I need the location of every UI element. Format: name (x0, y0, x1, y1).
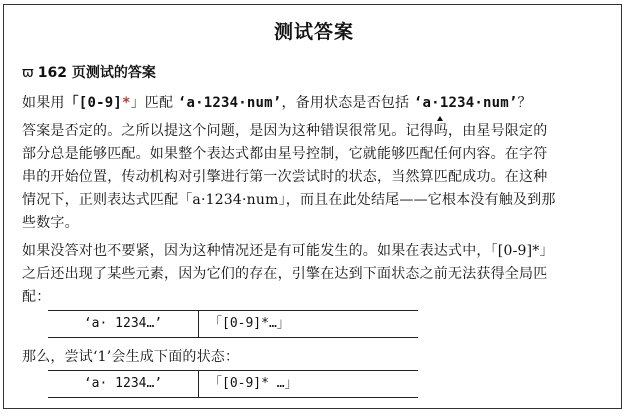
section-heading (22, 62, 156, 82)
section-mark: ϖ (22, 65, 34, 81)
para2-line: 配： (22, 289, 51, 305)
para1-line: 些数字。 (22, 215, 79, 231)
para1-line: 部分总是能够匹配。如果整个表达式都由星号控制，它就能够匹配任何内容。在字符 (22, 146, 548, 162)
para1-line: 答案是否定的。之所以提这个问题，是因为这种错误很常见。记得吗，由星号限定的 (22, 123, 548, 139)
state-table-2 (48, 370, 418, 398)
target-text-b: 1234 (203, 95, 239, 111)
para1-line: 情况下，正则表达式匹配「a·1234·num」，而且在此处结尾——它根本没有触及到那 (22, 192, 556, 208)
regex-part: 「[0-9] (64, 95, 122, 111)
state-table-1 (48, 310, 418, 338)
regex-star: * (121, 95, 131, 111)
state-text-cell: ‘a· 1234…’ (48, 371, 199, 397)
state-text-cell: ‘a· 1234…’ (48, 311, 199, 337)
state-regex-cell: 「[0-9]*…」 (209, 316, 290, 331)
para2-line: 之后还出现了某些元素，因为它们的存在，引擎在达到下面状态之前无法获得全局匹 (22, 266, 548, 282)
para1-line: 串的开始位置，传动机构对引擎进行第一次尝试时的状态，当然算匹配成功。在这种 (22, 169, 548, 185)
page-title: 测试答案 (273, 21, 354, 43)
question-prefix: 如果用 (22, 95, 65, 111)
section-title: 162 页测试的答案 (37, 65, 156, 81)
state-text-a: ‘a (413, 95, 432, 111)
para3-line: 那么，尝试‘1’会生成下面的状态： (22, 349, 240, 365)
question-mid: ，备用状态是否包括 (281, 95, 410, 111)
para2-line: 如果没答对也不要紧，因为这种情况还是有可能发生的。如果在表达式中，「[0-9]*」 (22, 243, 554, 259)
regex-close: 」匹配 (130, 95, 174, 111)
question-suffix: ？ (517, 95, 532, 111)
target-text-c: num’ (246, 95, 282, 111)
question-line: 如果用「[0-9]*」匹配 ‘a·1234·num’，备用状态是否包括 ‘a·1234·num’？ (22, 95, 532, 111)
state-text-b: 1234 (439, 95, 475, 111)
target-text-a: ‘a (177, 95, 196, 111)
state-text-c: num’ (482, 95, 518, 111)
state-regex-cell: 「[0-9]* …」 (209, 376, 298, 391)
